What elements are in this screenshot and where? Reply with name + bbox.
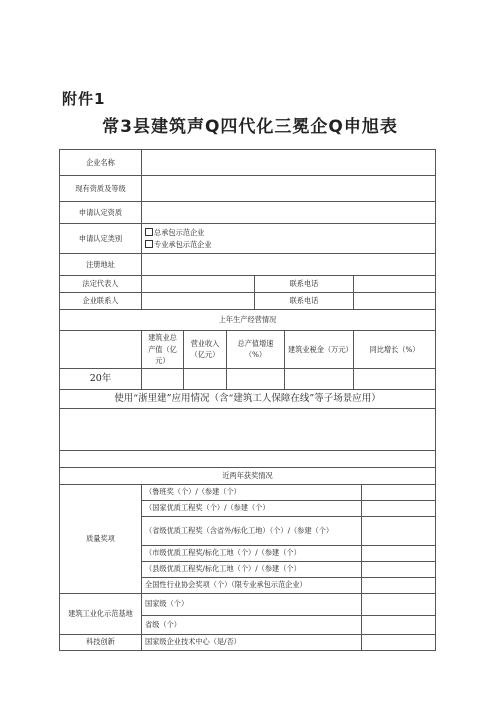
- operations-corner-cell: [60, 331, 142, 369]
- qualification-field[interactable]: [142, 176, 436, 202]
- address-label: 注册地址: [60, 254, 142, 276]
- row-apply-qual: [60, 202, 436, 224]
- row-qualification: [60, 176, 436, 202]
- row-operations-year: [60, 368, 436, 389]
- quality-item: （县级优质工程奖/标化工地（个）/（参建（个）: [142, 561, 362, 577]
- checkbox-icon[interactable]: [145, 228, 153, 236]
- apply-qual-field[interactable]: [142, 202, 436, 224]
- col-tax: 建筑业税金（万元）: [285, 331, 354, 369]
- row-zheli-content: [60, 408, 436, 450]
- tech-item: 国家级企业技术中心（是/否）: [142, 634, 362, 650]
- industrial-value-field[interactable]: [362, 593, 436, 615]
- row-operations-header: [60, 310, 436, 331]
- quality-item: （省级优质工程奖（含省外/标化工地）（个）/（参建（个）: [142, 516, 362, 545]
- row-apply-type: [60, 224, 436, 254]
- company-name-field[interactable]: [142, 150, 436, 176]
- option-label: 总承包示范企业: [154, 227, 205, 237]
- option-general-contract[interactable]: [145, 227, 432, 239]
- quality-value-field[interactable]: [362, 484, 436, 500]
- phone-label: 联系电话: [255, 293, 354, 310]
- quality-item: （鲁班奖（个）/（参建（个）: [142, 484, 362, 500]
- quality-value-field[interactable]: [362, 577, 436, 593]
- revenue-field[interactable]: [184, 368, 227, 389]
- tax-field[interactable]: [285, 368, 354, 389]
- col-revenue: 营业收入（亿元）: [184, 331, 227, 369]
- checkbox-icon[interactable]: [145, 240, 153, 248]
- industrial-base-label: 建筑工业化示范基地: [60, 593, 142, 634]
- row-operations-columns: [60, 331, 436, 369]
- quality-value-field[interactable]: [362, 516, 436, 545]
- industrial-value-field[interactable]: [362, 615, 436, 634]
- industrial-item: 国家级（个）: [142, 593, 362, 615]
- quality-value-field[interactable]: [362, 545, 436, 561]
- qualification-label: 现有资质及等级: [60, 176, 142, 202]
- growth-field[interactable]: [227, 368, 285, 389]
- legal-rep-phone-field[interactable]: [354, 276, 436, 293]
- address-field[interactable]: [142, 254, 436, 276]
- phone-label: 联系电话: [255, 276, 354, 293]
- tech-innovation-label: 科技创新: [60, 634, 142, 650]
- row-industrial-1: [60, 593, 436, 615]
- quality-awards-label: 质量奖项: [60, 484, 142, 593]
- col-gross-output: 建筑业总产值（亿元）: [142, 331, 184, 369]
- application-form-table: [59, 149, 436, 651]
- awards-spacer: [60, 450, 436, 467]
- row-quality-1: [60, 484, 436, 500]
- company-name-label: 企业名称: [60, 150, 142, 176]
- contact-person-label: 企业联系人: [60, 293, 142, 310]
- row-company-name: [60, 150, 436, 176]
- yoy-field[interactable]: [354, 368, 436, 389]
- gross-output-field[interactable]: [142, 368, 184, 389]
- awards-header: 近两年获奖情况: [60, 467, 436, 484]
- row-awards-spacer: [60, 450, 436, 467]
- row-address: [60, 254, 436, 276]
- form-title: 常3县建筑声Q四代化三冕企Q申旭表: [102, 117, 398, 137]
- option-specialty-contract[interactable]: [145, 239, 432, 251]
- row-tech: [60, 634, 436, 650]
- quality-item: 全国性行业协会奖项（个）（限专业承包示范企业）: [142, 577, 362, 593]
- contact-person-field[interactable]: [142, 293, 255, 310]
- zheli-title: 使用“浙里建”应用情况（含“建筑工人保障在线”等子场景应用）: [60, 389, 436, 408]
- col-growth: 总产值增速（%）: [227, 331, 285, 369]
- operations-header: 上年生产经营情况: [60, 310, 436, 331]
- legal-rep-label: 法定代表人: [60, 276, 142, 293]
- apply-type-options: [142, 224, 436, 254]
- industrial-item: 省级（个）: [142, 615, 362, 634]
- legal-rep-field[interactable]: [142, 276, 255, 293]
- quality-value-field[interactable]: [362, 561, 436, 577]
- row-legal-rep: [60, 276, 436, 293]
- quality-item: （国家优质工程奖（个）/（参建（个）: [142, 500, 362, 516]
- row-awards-header: [60, 467, 436, 484]
- option-label: 专业承包示范企业: [154, 239, 212, 249]
- tech-value-field[interactable]: [362, 634, 436, 650]
- apply-qual-label: 申请认定资质: [60, 202, 142, 224]
- row-zheli-title: [60, 389, 436, 408]
- quality-value-field[interactable]: [362, 500, 436, 516]
- row-contact-person: [60, 293, 436, 310]
- year-label: 20年: [60, 368, 142, 389]
- quality-item: （市级优质工程奖/标化工地（个）/（参建（个）: [142, 545, 362, 561]
- col-yoy: 同比增长（%）: [354, 331, 436, 369]
- contact-phone-field[interactable]: [354, 293, 436, 310]
- zheli-content-field[interactable]: [60, 408, 436, 450]
- apply-type-label: 申请认定类别: [60, 224, 142, 254]
- attachment-label: 附件1: [62, 90, 106, 108]
